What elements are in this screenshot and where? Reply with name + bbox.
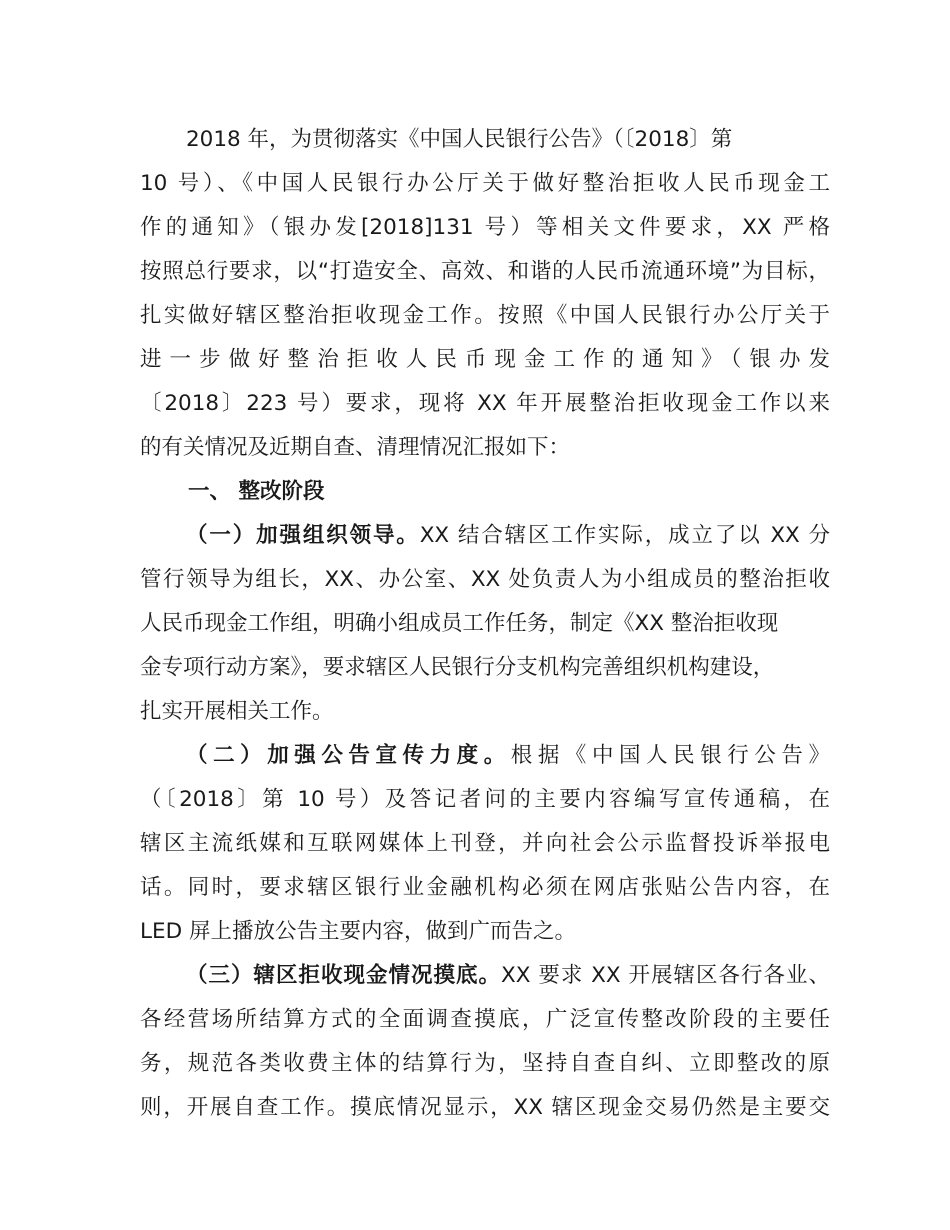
paragraph-line: 扎实开展相关工作。 [140,699,334,724]
paragraph-line: 2018 年，为贯彻落实《中国人民银行公告》（〔2018〕第 [186,127,733,152]
paragraph-line: 10 号）、《中国人民银行办公厅关于做好整治拒收人民币现金工 [140,171,830,196]
paragraph-line: LED 屏上播放公告主要内容，做到广而告之。 [140,919,576,944]
paragraph-line: （〔2018〕第 10 号）及答记者问的主要内容编写宣传通稿，在 [140,787,830,812]
paragraph-line: 〔2018〕223 号）要求，现将 XX 年开展整治拒收现金工作以来 [140,391,830,416]
paragraph-line: 管行领导为组长，XX、办公室、XX 处负责人为小组成员的整治拒收 [140,567,830,592]
paragraph-line: 金专项行动方案》，要求辖区人民银行分支机构完善组织机构建设， [140,655,775,680]
paragraph-text: XX 要求 XX 开展辖区各行各业、 [501,963,830,988]
paragraph-line: 扎实做好辖区整治拒收现金工作。按照《中国人民银行办公厅关于 [140,303,830,328]
subsection-title: （一）加强组织领导。 [186,523,420,548]
paragraph-text: XX 结合辖区工作实际，成立了以 XX 分 [419,523,830,548]
section-heading: 一、 整改阶段 [188,479,325,504]
paragraph-line: 话。同时，要求辖区银行业金融机构必须在网店张贴公告内容，在 [140,875,830,900]
paragraph-line: 务，规范各类收费主体的结算行为，坚持自查自纠、立即整改的原 [140,1051,830,1076]
paragraph-line [186,520,830,552]
subsection-title: （三）辖区拒收现金情况摸底。 [186,963,502,988]
paragraph-line: 各经营场所结算方式的全面调查摸底，广泛宣传整改阶段的主要任 [140,1007,830,1032]
paragraph-line [186,960,830,992]
paragraph-line: 按照总行要求，以“打造安全、高效、和谐的人民币流通环境”为目标， [140,259,830,284]
paragraph-line: 进一步做好整治拒收人民币现金工作的通知》（银办发 [140,347,830,372]
paragraph-line: 则，开展自查工作。摸底情况显示，XX 辖区现金交易仍然是主要交 [140,1095,830,1120]
paragraph-line: 作的通知》（银办发[2018]131 号）等相关文件要求，XX 严格 [140,215,830,240]
paragraph-line [186,740,830,772]
subsection-title: （二）加强公告宣传力度。 [186,743,511,768]
paragraph-line: 人民币现金工作组，明确小组成员工作任务，制定《XX 整治拒收现 [140,611,779,636]
paragraph-line: 的有关情况及近期自查、清理情况汇报如下： [140,435,571,460]
paragraph-text: 根据《中国人民银行公告》 [510,743,830,768]
paragraph-line: 辖区主流纸媒和互联网媒体上刊登，并向社会公示监督投诉举报电 [140,831,830,856]
